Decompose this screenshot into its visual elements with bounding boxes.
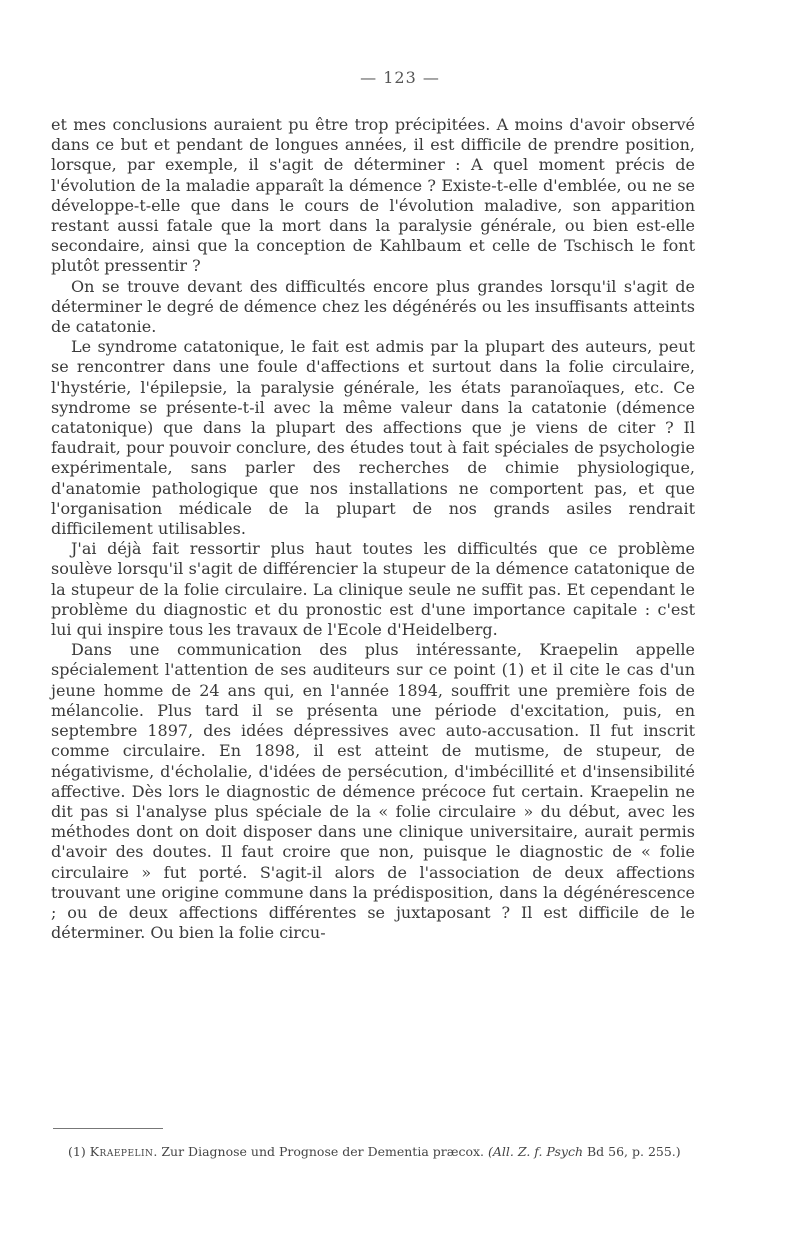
footnote-author: Kraepelin — [89, 1144, 154, 1159]
paragraph-4: J'ai déjà fait ressortir plus haut toutes les difficultés que ce problème soulève lorsqu'il s'agit de différencier la stupeur de la démence catatonique de la stupeur de la folie circulaire. La clinique seule ne suffit pas. Et cependant le problème du diagnostic et du pronostic est d'une importance capitale : c'est lui qui inspire tous les travaux de l'Ecole d'Heidelberg. — [51, 539, 695, 640]
footnote — [51, 1143, 701, 1160]
footnote-text: . Zur Diagnose und Prognose der Dementia præcox. — [153, 1144, 489, 1159]
footnote-divider — [53, 1128, 163, 1129]
body-text — [51, 115, 695, 943]
paragraph-3: Le syndrome catatonique, le fait est admis par la plupart des auteurs, peut se rencontrer dans une foule d'affections et surtout dans la folie circulaire, l'hystérie, l'épilepsie, la paralysie générale, les états paranoïaques, etc. Ce syndrome se présente-t-il avec la même valeur dans la catatonie (démence catatonique) que dans la plupart des affections que je viens de citer ? Il faudrait, pour pouvoir conclure, des études tout à fait spéciales de psychologie expérimentale, sans parler des recherches de chimie physiologique, d'anatomie pathologique que nos installations ne comportent pas, et que l'organisation médicale de la plupart de nos grands asiles rendrait difficilement utilisables. — [51, 337, 695, 539]
page-number: — 123 — — [360, 68, 440, 87]
paragraph-2: On se trouve devant des difficultés encore plus grandes lorsqu'il s'agit de déterminer le degré de démence chez les dégénérés ou les insuffisants atteints de catatonie. — [51, 276, 695, 337]
footnote-marker: (1) — [68, 1144, 86, 1159]
paragraph-1: et mes conclusions auraient pu être trop précipitées. A moins d'avoir observé dans ce but et pendant de longues années, il est difficile de prendre position, lorsque, par exemple, il s'agit de déterminer : A quel moment précis de l'évolution de la maladie apparaît la démence ? Existe-t-elle d'emblée, ou ne se développe-t-elle que dans le cours de l'évolution maladive, son apparition restant aussi fatale que la mort dans la paralysie générale, ou bien est-elle secondaire, ainsi que la conception de Kahlbaum et celle de Tschisch le font plutôt pressentir ? — [51, 115, 695, 276]
footnote-journal: (All. Z. f. Psych — [488, 1144, 584, 1159]
footnote-volume: Bd 56, p. 255.) — [583, 1144, 681, 1159]
paragraph-5: Dans une communication des plus intéressante, Kraepelin appelle spécialement l'attention de ses auditeurs sur ce point (1) et il cite le cas d'un jeune homme de 24 ans qui, en l'année 1894, souffrit une première fois de mélancolie. Plus tard il se présenta une période d'excitation, puis, en septembre 1897, des idées dépressives avec auto-accusation. Il fut inscrit comme circulaire. En 1898, il est atteint de mutisme, de stupeur, de négativisme, d'écholalie, d'idées de persécution, d'imbécillité et d'insensibilité affective. Dès lors le diagnostic de démence précoce fut certain. Kraepelin ne dit pas si l'analyse plus spéciale de la « folie circulaire » du début, avec les méthodes dont on doit disposer dans une clinique universitaire, aurait permis d'avoir des doutes. Il faut croire que non, puisque le diagnostic de « folie circulaire » fut porté. S'agit-il alors de l'association de deux affections trouvant une origine commune dans la prédisposition, dans la dégénérescence ; ou de deux affections différentes se juxtaposant ? Il est difficile de le déterminer. Ou bien la folie circu- — [51, 640, 695, 943]
